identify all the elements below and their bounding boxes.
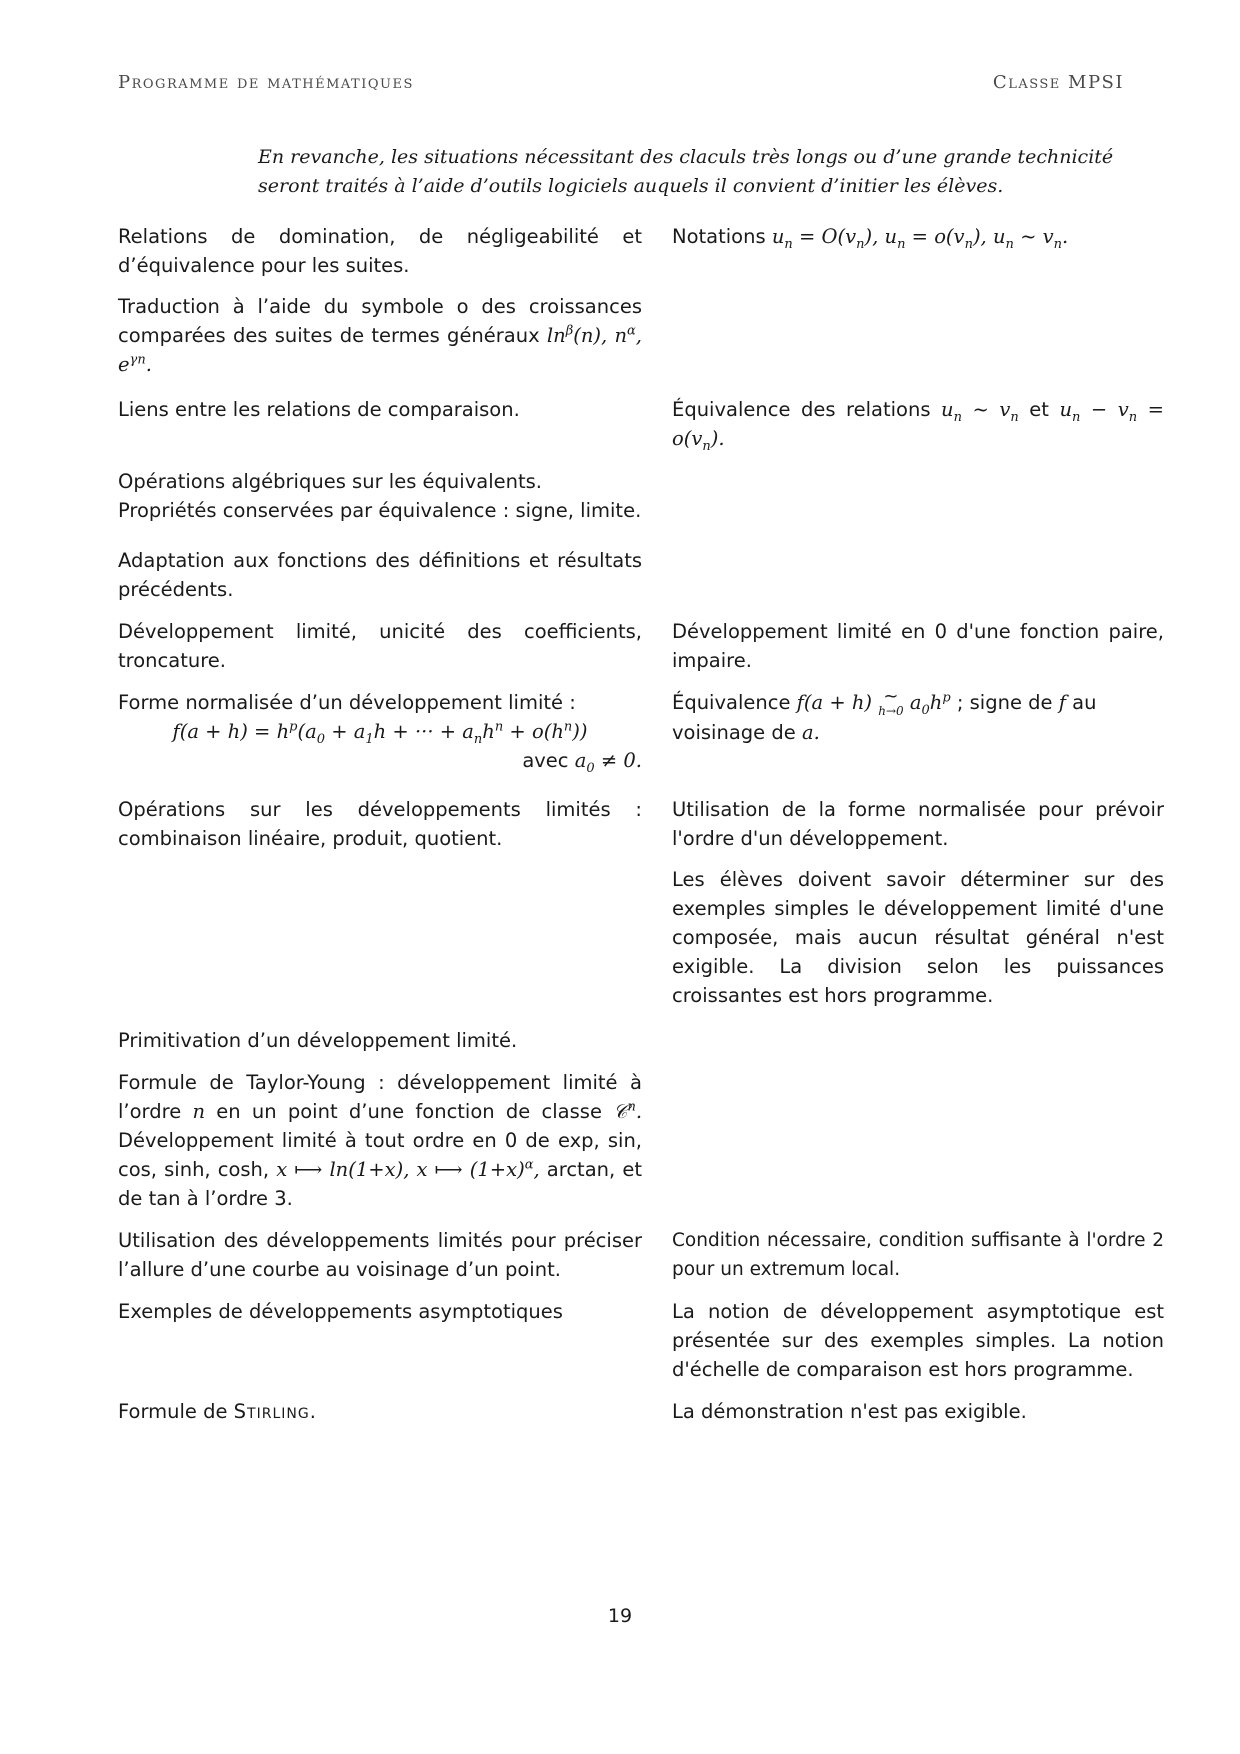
row8-right-p1: Utilisation de la forme normalisée pour prévoir l'ordre d'un développement. (672, 798, 1164, 850)
ln-map-formula: x ⟼ ln(1+x), x ⟼ $(1+x)^\alpha$, (276, 1157, 540, 1181)
row1-right (672, 222, 1164, 251)
normalized-form-formula: $f(a + h) = h^p(a_0 + a_1h$ + ··· + $a_nh^n + o(h^n)$) (172, 719, 588, 747)
equiv-limit-symbol: ~ h→0 (878, 685, 904, 718)
avec-label: avec (522, 749, 569, 772)
stirling-name: Stirling (233, 1400, 310, 1423)
row2-left (118, 292, 642, 379)
row1-right-prefix: Notations (672, 225, 766, 248)
a-symbol: a. (801, 720, 820, 744)
row10-left-a: Formule de Taylor-Young : développement limité à l’ordre (118, 1071, 642, 1123)
row10-left (118, 1068, 642, 1213)
equiv-formula-1: $u_n$ ~ $v_n$ (941, 398, 1019, 425)
row4-left-line1: Opérations algébriques sur les équivalents. (118, 470, 542, 493)
class-cn: 𝒞$^n$. (613, 1099, 643, 1123)
row2-left-text: Traduction à l’aide du symbole o des croissances comparées des suites de termes généraux (118, 295, 642, 347)
page-number: 19 (607, 1605, 633, 1627)
row3-right (672, 395, 1164, 453)
f-symbol: f (1058, 691, 1066, 714)
row11-right: Condition nécessaire, condition suffisante à l'ordre 2 pour un extremum local. (672, 1230, 1164, 1280)
row13-right: La démonstration n'est pas exigible. (672, 1400, 1027, 1423)
row8-right (672, 795, 1164, 1010)
row10-left-c: Développement limité à tout ordre en 0 de exp, sin, cos, sinh, cosh, (118, 1129, 642, 1181)
row10-left-b: en un point d’une fonction de classe (216, 1100, 602, 1123)
equiv-formula-2: $u_n - v_n = o(v_n)$. (672, 398, 1165, 454)
avec-condition (118, 746, 642, 775)
row10-left-d: arctan, et de tan à l’ordre 3. (118, 1158, 642, 1210)
avec-formula: $a_0 \ne 0$. (574, 749, 642, 776)
row12-right: La notion de développement asymptotique est présentée sur des exemples simples. La notion d'échelle de comparaison est hors programme. (672, 1300, 1164, 1381)
row9-left: Primitivation d’un développement limité. (118, 1029, 518, 1052)
intro-paragraph: En revanche, les situations nécessitant des claculs très longs ou d’une grande technicité seront traités à l’aide d’outils logiciels auquels il convient d’initier les élèves. (258, 146, 1114, 197)
row3-right-prefix: Équivalence des relations (672, 398, 931, 421)
row13-left: Formule de Stirling. (118, 1400, 316, 1423)
row7-right (672, 685, 1164, 747)
row4-left-line2: Propriétés conservées par équivalence : signe, limite. (118, 499, 642, 522)
row7-right-mid2: au voisinage de (672, 691, 1097, 744)
row8-left: Opérations sur les développements limités : combinaison linéaire, produit, quotient. (118, 798, 642, 850)
row7-right-prefix: Équivalence (672, 691, 791, 714)
row7-left-text: Forme normalisée d’un développement limité : (118, 691, 576, 714)
row1-left: Relations de domination, de négligeabilité et d’équivalence pour les suites. (118, 225, 642, 277)
row12-left: Exemples de développements asymptotiques (118, 1300, 563, 1323)
row7-right-mid: ; signe de (956, 691, 1053, 714)
row6-right: Développement limité en 0 d'une fonction paire, impaire. (672, 620, 1164, 672)
row8-right-p2: Les élèves doivent savoir déterminer sur des exemples simples le développement limité d'une composée, mais aucun résultat général n'est exigible. La division selon les puissances croissantes est hors programme. (672, 868, 1164, 1007)
row6-left: Développement limité, unicité des coefficients, troncature. (118, 620, 642, 672)
equiv-fa-formula: f(a + h) (796, 691, 873, 714)
equiv-a0hp-formula: $a_0h^p$ (909, 690, 951, 718)
order-n: n (192, 1100, 206, 1123)
row5-left: Adaptation aux fonctions des définitions et résultats précédents. (118, 549, 642, 601)
row7-left (118, 688, 642, 775)
row3-left: Liens entre les relations de comparaison. (118, 398, 520, 421)
row11-left: Utilisation des développements limités pour préciser l’allure d’une courbe au voisinage d’un point. (118, 1229, 642, 1281)
row4-left (118, 467, 642, 525)
growth-formula: $\ln^\beta(n)$, $n^\alpha$, $e^{\gamma n}$. (118, 323, 642, 376)
row13-left-prefix: Formule de (118, 1400, 228, 1423)
notation-formula: $u_n = O(v_n)$, $u_n = o(v_n)$, $u_n$ ~ $v_n$. (771, 225, 1069, 252)
row3-right-mid: et (1029, 398, 1049, 421)
header-title-right: Classe MPSI (992, 72, 1124, 93)
header-title-left: Programme de mathématiques (118, 72, 414, 93)
